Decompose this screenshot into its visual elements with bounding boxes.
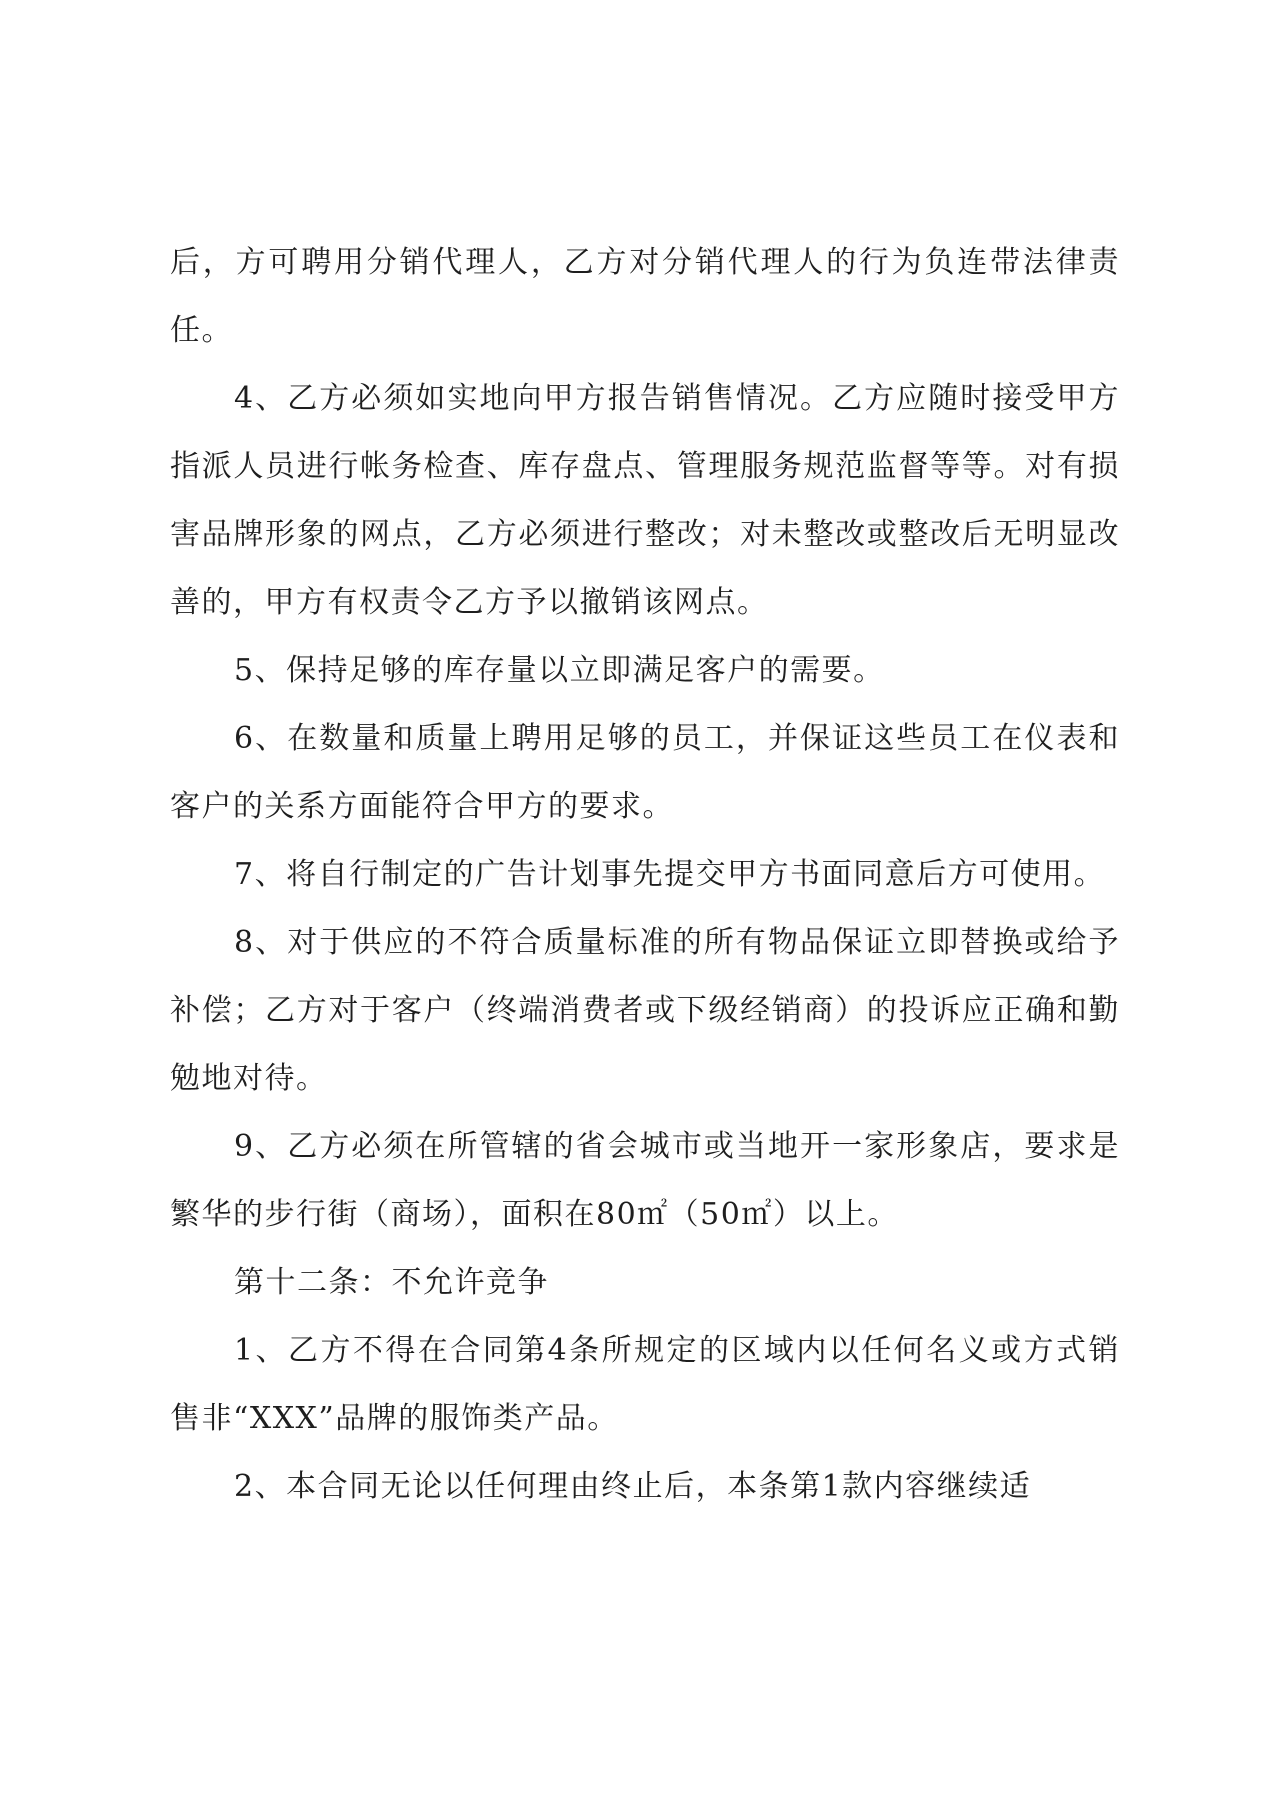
paragraph-article-12-clause-2: 2、本合同无论以任何理由终止后，本条第1款内容继续适 bbox=[234, 1469, 1032, 1504]
article-12-heading: 第十二条：不允许竞争 bbox=[234, 1265, 549, 1300]
paragraph-clause-5: 5、保持足够的库存量以立即满足客户的需要。 bbox=[234, 653, 885, 688]
paragraph-continuation: 后，方可聘用分销代理人，乙方对分销代理人的行为负连带法律责任。 bbox=[170, 245, 1120, 348]
paragraph-clause-7: 7、将自行制定的广告计划事先提交甲方书面同意后方可使用。 bbox=[234, 857, 1106, 892]
paragraph-clause-8: 8、对于供应的不符合质量标准的所有物品保证立即替换或给予补偿；乙方对于客户（终端消费者或下级经销商）的投诉应正确和勤勉地对待。 bbox=[170, 925, 1120, 1096]
document-body bbox=[170, 229, 1120, 1521]
paragraph-clause-4: 4、乙方必须如实地向甲方报告销售情况。乙方应随时接受甲方指派人员进行帐务检查、库存盘点、管理服务规范监督等等。对有损害品牌形象的网点，乙方必须进行整改；对未整改或整改后无明显改善的，甲方有权责令乙方予以撤销该网点。 bbox=[170, 381, 1120, 620]
paragraph-clause-9: 9、乙方必须在所管辖的省会城市或当地开一家形象店，要求是繁华的步行街（商场），面积在80㎡（50㎡）以上。 bbox=[170, 1129, 1120, 1232]
paragraph-clause-6: 6、在数量和质量上聘用足够的员工，并保证这些员工在仪表和客户的关系方面能符合甲方的要求。 bbox=[170, 721, 1120, 824]
paragraph-article-12-clause-1: 1、乙方不得在合同第4条所规定的区域内以任何名义或方式销售非“XXX”品牌的服饰类产品。 bbox=[170, 1333, 1120, 1436]
